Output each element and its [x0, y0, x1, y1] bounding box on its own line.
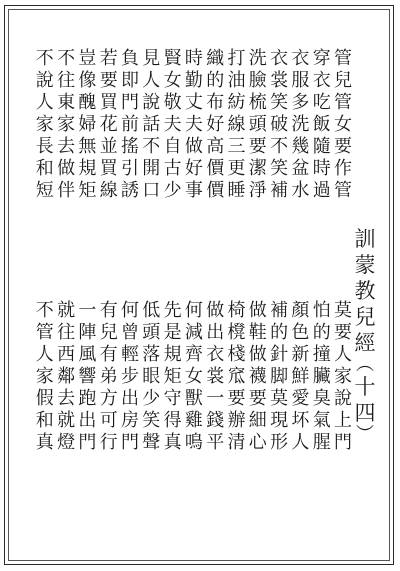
verse-line-lower	[76, 300, 98, 454]
volume-open-paren: ︵	[356, 354, 374, 375]
verse-char: 規	[78, 158, 97, 179]
verse-char: 現	[270, 410, 289, 431]
verse-char: 去	[57, 136, 76, 157]
volume-char: 四	[354, 401, 376, 425]
verse-char: 得	[163, 410, 182, 431]
verse-char: 新	[291, 344, 310, 365]
verse-line-lower	[55, 300, 77, 454]
verse-char: 形	[270, 432, 289, 453]
verse-char: 兒	[334, 70, 352, 91]
verse-char: 矩	[163, 366, 182, 387]
verse-char: 不	[142, 136, 161, 157]
verse-char: 臉	[248, 70, 267, 91]
verse-char: 棧	[227, 344, 246, 365]
verse-char: 燈	[57, 432, 76, 453]
verse-char: 短	[35, 180, 54, 201]
verse-char: 椅	[227, 300, 246, 321]
verse-char: 線	[99, 180, 118, 201]
verse-char: 長	[35, 136, 54, 157]
verse-char: 錢	[206, 410, 225, 431]
verse-char: 即	[121, 70, 139, 91]
verse-char: 兒	[99, 322, 118, 343]
verse-char: 有	[99, 344, 118, 365]
verse-line-upper	[289, 48, 311, 202]
verse-char: 家	[57, 114, 76, 135]
verse-char: 勤	[184, 70, 203, 91]
verse-char: 誘	[121, 180, 139, 201]
verse-char: 愛	[291, 388, 310, 409]
verse-line-upper	[311, 48, 333, 202]
verse-line-lower	[34, 300, 56, 454]
verse-char: 可	[99, 410, 118, 431]
verse-char: 管	[334, 180, 352, 201]
verse-line-upper	[183, 48, 205, 202]
verse-char: 脚	[270, 366, 289, 387]
verse-char: 少	[142, 388, 161, 409]
verse-char: 事	[184, 180, 203, 201]
verse-char: 夫	[163, 114, 182, 135]
verse-line-lower	[183, 300, 205, 454]
title-char: 訓	[354, 227, 376, 251]
verse-line-lower	[140, 300, 162, 454]
verse-char: 頭	[248, 114, 267, 135]
verse-char: 風	[78, 344, 97, 365]
verse-char: 要	[334, 322, 352, 343]
verse-char: 若	[99, 48, 118, 69]
verse-char: 打	[227, 48, 246, 69]
verse-char: 怕	[312, 300, 331, 321]
verse-char: 的	[270, 322, 289, 343]
verse-char: 紡	[227, 92, 246, 113]
verse-char: 房	[121, 410, 139, 431]
verse-char: 心	[248, 432, 267, 453]
verse-char: 織	[206, 48, 225, 69]
verse-char: 鞋	[248, 322, 267, 343]
verse-char: 女	[184, 366, 203, 387]
verse-line-upper	[55, 48, 77, 202]
verse-char: 像	[78, 70, 97, 91]
verse-char: 細	[248, 410, 267, 431]
verse-line-lower	[204, 300, 226, 454]
verse-char: 輕	[121, 344, 139, 365]
verse-char: 鄰	[57, 366, 76, 387]
verse-char: 伴	[57, 180, 76, 201]
verse-char: 聲	[142, 432, 161, 453]
verse-char: 做	[206, 300, 225, 321]
verse-char: 高	[206, 136, 225, 157]
verse-char: 上	[334, 410, 352, 431]
verse-char: 過	[312, 180, 331, 201]
verse-char: 色	[291, 322, 310, 343]
verse-char: 臭	[312, 388, 331, 409]
verse-char: 減	[184, 322, 203, 343]
verse-char: 裳	[206, 366, 225, 387]
verse-char: 要	[334, 136, 352, 157]
verse-char: 人	[291, 432, 310, 453]
verse-char: 往	[57, 70, 76, 91]
verse-char: 不	[35, 300, 54, 321]
verse-char: 假	[35, 388, 54, 409]
verse-line-upper	[226, 48, 248, 202]
verse-char: 要	[248, 136, 267, 157]
volume-close-paren: ︶	[356, 424, 374, 445]
verse-line-lower	[311, 300, 333, 454]
verse-char: 莫	[334, 300, 352, 321]
verse-char: 洗	[248, 48, 267, 69]
verse-char: 和	[35, 158, 54, 179]
verse-char: 飯	[312, 114, 331, 135]
verse-line-upper	[332, 48, 354, 202]
verse-char: 有	[99, 300, 118, 321]
verse-char: 盆	[291, 158, 310, 179]
verse-char: 女	[334, 114, 352, 135]
verse-char: 的	[206, 70, 225, 91]
verse-char: 買	[99, 158, 118, 179]
verse-line-upper	[268, 48, 290, 202]
verse-char: 家	[35, 114, 54, 135]
verse-char: 婦	[78, 114, 97, 135]
verse-line-lower	[226, 300, 248, 454]
verse-char: 東	[57, 92, 76, 113]
verse-line-lower	[119, 300, 141, 454]
verse-char: 西	[57, 344, 76, 365]
document-title	[352, 226, 378, 444]
verse-char: 管	[334, 92, 352, 113]
verse-char: 管	[334, 48, 352, 69]
verse-char: 規	[163, 344, 182, 365]
verse-char: 破	[270, 114, 289, 135]
verse-char: 出	[121, 388, 139, 409]
verse-line-upper	[204, 48, 226, 202]
verse-char: 是	[163, 322, 182, 343]
verse-char: 不	[57, 48, 76, 69]
verse-char: 弟	[99, 366, 118, 387]
verse-char: 雞	[184, 410, 203, 431]
verse-char: 花	[99, 114, 118, 135]
verse-line-upper	[34, 48, 56, 202]
verse-char: 潔	[248, 158, 267, 179]
verse-char: 辦	[227, 410, 246, 431]
verse-char: 夫	[184, 114, 203, 135]
verse-char: 跑	[78, 388, 97, 409]
verse-char: 買	[99, 92, 118, 113]
verse-char: 窊	[227, 366, 246, 387]
verse-char: 何	[184, 300, 203, 321]
verse-char: 前	[121, 114, 139, 135]
verse-char: 作	[334, 158, 352, 179]
verse-char: 負	[121, 48, 139, 69]
verse-char: 襪	[248, 366, 267, 387]
verse-char: 和	[35, 410, 54, 431]
verse-char: 往	[57, 322, 76, 343]
title-char: 兒	[354, 305, 376, 329]
verse-char: 梳	[248, 92, 267, 113]
verse-char: 門	[334, 432, 352, 453]
verse-char: 撞	[312, 344, 331, 365]
verse-char: 不	[270, 136, 289, 157]
verse-char: 就	[57, 410, 76, 431]
verse-char: 落	[142, 344, 161, 365]
verse-char: 先	[163, 300, 182, 321]
verse-char: 守	[163, 388, 182, 409]
verse-line-upper	[162, 48, 184, 202]
verse-char: 隨	[312, 136, 331, 157]
verse-char: 去	[57, 388, 76, 409]
verse-char: 好	[184, 158, 203, 179]
verse-line-lower	[332, 300, 354, 454]
verse-char: 獸	[184, 388, 203, 409]
verse-char: 家	[334, 366, 352, 387]
verse-line-lower	[268, 300, 290, 454]
verse-line-upper	[98, 48, 120, 202]
verse-char: 並	[99, 136, 118, 157]
verse-char: 管	[35, 322, 54, 343]
verse-char: 一	[206, 388, 225, 409]
verse-line-upper	[119, 48, 141, 202]
verse-line-lower	[162, 300, 184, 454]
title-char: 經	[354, 331, 376, 355]
verse-char: 氣	[312, 410, 331, 431]
verse-char: 油	[227, 70, 246, 91]
verse-char: 更	[227, 158, 246, 179]
verse-char: 古	[163, 158, 182, 179]
verse-char: 矩	[78, 180, 97, 201]
verse-char: 陣	[78, 322, 97, 343]
verse-char: 敬	[163, 92, 182, 113]
verse-char: 線	[227, 114, 246, 135]
verse-char: 響	[78, 366, 97, 387]
verse-char: 門	[121, 92, 139, 113]
verse-line-upper	[76, 48, 98, 202]
verse-char: 話	[142, 114, 161, 135]
verse-char: 出	[78, 410, 97, 431]
verse-char: 衣	[312, 70, 331, 91]
verse-char: 人	[35, 344, 54, 365]
verse-char: 門	[121, 432, 139, 453]
verse-char: 布	[206, 92, 225, 113]
verse-char: 裳	[270, 70, 289, 91]
verse-char: 人	[334, 344, 352, 365]
verse-char: 人	[35, 92, 54, 113]
verse-char: 補	[270, 300, 289, 321]
verse-char: 做	[184, 136, 203, 157]
verse-char: 顏	[291, 300, 310, 321]
verse-char: 時	[184, 48, 203, 69]
verse-char: 開	[142, 158, 161, 179]
verse-char: 要	[227, 388, 246, 409]
verse-char: 無	[78, 136, 97, 157]
verse-char: 低	[142, 300, 161, 321]
verse-char: 的	[312, 322, 331, 343]
verse-line-lower	[247, 300, 269, 454]
verse-char: 步	[121, 366, 139, 387]
verse-char: 鳴	[184, 432, 203, 453]
verse-char: 真	[35, 432, 54, 453]
verse-char: 服	[291, 70, 310, 91]
verse-char: 做	[248, 344, 267, 365]
verse-char: 說	[142, 92, 161, 113]
verse-char: 豈	[78, 48, 97, 69]
verse-char: 幾	[291, 136, 310, 157]
verse-char: 臟	[312, 366, 331, 387]
verse-char: 吃	[312, 92, 331, 113]
verse-char: 搖	[121, 136, 139, 157]
verse-char: 真	[163, 432, 182, 453]
verse-char: 女	[163, 70, 182, 91]
verse-char: 穿	[312, 48, 331, 69]
verse-char: 一	[78, 300, 97, 321]
verse-char: 自	[163, 136, 182, 157]
verse-char: 針	[270, 344, 289, 365]
verse-char: 莫	[270, 388, 289, 409]
verse-char: 口	[142, 180, 161, 201]
verse-char: 衣	[270, 48, 289, 69]
verse-char: 櫈	[227, 322, 246, 343]
verse-char: 笑	[142, 410, 161, 431]
verse-line-upper	[247, 48, 269, 202]
title-char: 蒙	[354, 253, 376, 277]
verse-char: 價	[206, 180, 225, 201]
verse-char: 要	[248, 388, 267, 409]
verse-char: 頭	[142, 322, 161, 343]
verse-char: 時	[312, 158, 331, 179]
verse-char: 洗	[291, 114, 310, 135]
verse-char: 就	[57, 300, 76, 321]
verse-char: 笑	[270, 158, 289, 179]
verse-char: 三	[227, 136, 246, 157]
verse-char: 門	[78, 432, 97, 453]
volume-char: 十	[354, 375, 376, 399]
verse-char: 不	[35, 48, 54, 69]
verse-char: 齊	[184, 344, 203, 365]
verse-char: 眼	[142, 366, 161, 387]
verse-char: 行	[99, 432, 118, 453]
verse-char: 少	[163, 180, 182, 201]
verse-char: 賢	[163, 48, 182, 69]
verse-char: 坏	[291, 410, 310, 431]
verse-line-lower	[289, 300, 311, 454]
verse-char: 人	[142, 70, 161, 91]
verse-char: 清	[227, 432, 246, 453]
verse-char: 睡	[227, 180, 246, 201]
title-char: 教	[354, 279, 376, 303]
verse-char: 做	[57, 158, 76, 179]
verse-char: 要	[99, 70, 118, 91]
verse-char: 鮮	[291, 366, 310, 387]
verse-char: 價	[206, 158, 225, 179]
verse-char: 做	[248, 300, 267, 321]
verse-char: 出	[206, 322, 225, 343]
verse-char: 家	[35, 366, 54, 387]
verse-char: 補	[270, 180, 289, 201]
verse-char: 說	[334, 388, 352, 409]
verse-char: 方	[99, 388, 118, 409]
verse-char: 多	[291, 92, 310, 113]
verse-char: 曾	[121, 322, 139, 343]
verse-char: 何	[121, 300, 139, 321]
verse-char: 腥	[312, 432, 331, 453]
verse-char: 好	[206, 114, 225, 135]
verse-char: 水	[291, 180, 310, 201]
verse-char: 笑	[270, 92, 289, 113]
verse-char: 衣	[206, 344, 225, 365]
verse-char: 衣	[291, 48, 310, 69]
verse-line-upper	[140, 48, 162, 202]
verse-line-lower	[98, 300, 120, 454]
verse-char: 醜	[78, 92, 97, 113]
verse-char: 平	[206, 432, 225, 453]
verse-char: 說	[35, 70, 54, 91]
verse-char: 淨	[248, 180, 267, 201]
verse-char: 見	[142, 48, 161, 69]
verse-char: 引	[121, 158, 139, 179]
verse-char: 丈	[184, 92, 203, 113]
